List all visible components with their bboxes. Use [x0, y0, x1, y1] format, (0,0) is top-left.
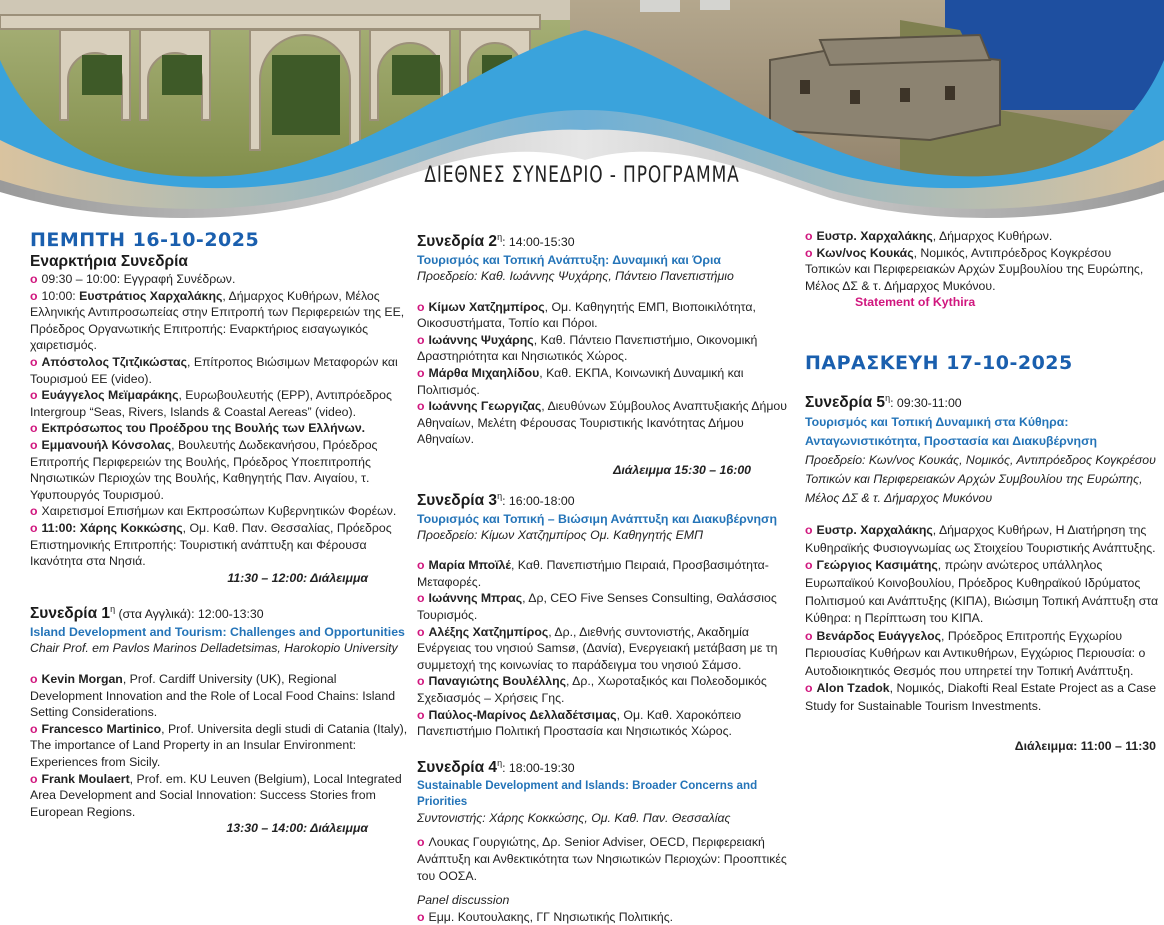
panel-items — [417, 909, 793, 925]
bullet-icon: o — [805, 245, 813, 260]
bullet-icon: o — [417, 558, 425, 573]
bullet-icon: o — [30, 388, 38, 403]
speaker-name: Παύλος-Μαρίνος Δελλαδέτσιμας — [428, 707, 617, 722]
break-label: Διάλειμμα 15:30 – 16:00 — [613, 463, 751, 477]
speaker-item — [30, 271, 408, 288]
speaker-item — [417, 365, 793, 398]
speaker-details: , Νομικός, Αντιπρόεδρος Κογκρέσου Τοπικών και Περιφερειακών Αρχών Συμβουλίου της Ευρώπης, Μέλος ΔΣ & τ. Δήμαρχος Μυκόνου. — [805, 245, 1144, 293]
bullet-icon: o — [805, 681, 813, 696]
bullet-icon: o — [417, 707, 425, 722]
speaker-name: Kevin Morgan — [41, 671, 123, 686]
speaker-item — [417, 557, 793, 590]
speaker-item — [417, 624, 793, 674]
speaker-details: , Δήμαρχος Κυθήρων. — [932, 229, 1053, 243]
speaker-details: , Καθ. ΕΚΠΑ, Κοινωνική Δυναμική και Πολιτισμός. — [417, 366, 744, 397]
session-2-chair: Προεδρείο: Καθ. Ιωάννης Ψυχάρης, Πάντειο Πανεπιστήμιο — [417, 269, 734, 284]
session-2-items — [417, 299, 793, 448]
panel-items-continued — [805, 228, 1160, 294]
speaker-name: Εκπρόσωπος του Προέδρου της Βουλής των Ελλήνων. — [41, 421, 366, 436]
speaker-details: , Βουλευτής Δωδεκανήσου, Πρόεδρος Επιτροπής Περιφερειών της Βουλής, Πρόεδρος Υποεπιτροπής Νησιωτικών Περιοχών της Βουλής, Καθηγητής Παν. Αιγαίου, τ. Υφυπουργός Τουρισμού. — [30, 437, 378, 502]
bullet-icon: o — [30, 721, 38, 736]
bullet-icon: o — [417, 366, 425, 381]
speaker-details: , Επίτροπος Βιώσιμων Μεταφορών και Τουρισμού ΕΕ (video). — [30, 354, 398, 386]
speaker-details: , Διευθύνων Σύμβουλος Αναπτυξιακής Δήμου Αθηναίων, Μελέτη Φέρουσας Τουριστικής Ικανότητας Δήμου Αθηναίων. — [417, 399, 787, 447]
speaker-name: Κων/νος Κουκάς — [816, 245, 914, 260]
session-3-chair: Προεδρείο: Κίμων Χατζημπίρος Ομ. Καθηγητής ΕΜΠ — [417, 527, 704, 542]
bullet-icon: o — [805, 523, 813, 538]
bullet-icon: o — [417, 591, 425, 606]
banner-graphic — [0, 0, 1164, 230]
speaker-details: , Δρ., Διεθνής συντονιστής, Ακαδημία Ενέργειας του νησιού Samsø, (Δανία), Ενεργειακή μετάβαση με τη συμμετοχή της κοινωνίας το παράδειγμα του νησιού Σάμσο. — [417, 624, 778, 672]
opening-items — [30, 271, 408, 570]
speaker-item — [30, 387, 408, 420]
session-2-heading — [417, 228, 793, 252]
bullet-icon: o — [417, 332, 425, 347]
speaker-item — [30, 771, 408, 821]
speaker-name: Κίμων Χατζημπίρος — [428, 299, 545, 314]
speaker-details: , Δήμαρχος Κυθήρων, Μέλος Ελληνικής Αντιπροσωπείας στην Επιτροπή των Περιφερειών της ΕΕ, Πρόεδρος Οργανωτικής Επιτροπής: Εναρκτήριος εισαγωγικός χαιρετισμός. — [30, 288, 405, 353]
bullet-icon: o — [30, 272, 38, 286]
speaker-item — [805, 557, 1160, 627]
column-thursday-afternoon — [417, 228, 793, 925]
speaker-item — [417, 590, 793, 623]
speaker-name: Ιωάννης Ψυχάρης — [428, 332, 534, 347]
session-time: : 16:00-18:00 — [502, 493, 575, 508]
bullet-icon: o — [30, 437, 38, 452]
session-label: Συνεδρία 5 — [805, 394, 886, 412]
session-1-items — [30, 671, 408, 820]
opening-session-heading: Εναρκτήρια Συνεδρία — [30, 253, 188, 270]
session-time: : 09:30-11:00 — [890, 396, 962, 411]
session-time: : 18:00-19:30 — [502, 760, 575, 775]
day-heading-friday: ΠΑΡΑΣΚΕΥΗ 17-10-2025 — [805, 351, 1073, 374]
speaker-item — [417, 707, 793, 740]
column-friday — [805, 228, 1160, 754]
bullet-icon: o — [30, 288, 38, 303]
bullet-icon: o — [805, 558, 813, 573]
program-title: ΔΙΕΘΝΕΣ ΣΥΝΕΔΡΙΟ - ΠΡΟΓΡΑΜΜΑ — [424, 163, 740, 188]
speaker-item — [417, 299, 793, 332]
speaker-name: Frank Moulaert — [41, 771, 130, 786]
speaker-name: Παναγιώτης Βουλέλλης — [428, 674, 566, 689]
bullet-icon: o — [30, 671, 38, 686]
speaker-name: Ιωάννης Μπρας — [428, 591, 523, 606]
session-3-heading — [417, 487, 793, 511]
bullet-icon: o — [417, 909, 425, 924]
speaker-details: Εμμ. Κουτουλακης, ΓΓ Νησιωτικής Πολιτικής. — [428, 909, 674, 924]
break-label: 11:30 – 12:00: Διάλειμμα — [227, 570, 368, 585]
speaker-item — [805, 680, 1160, 715]
session-sup: η — [497, 490, 503, 501]
speaker-details: , Δήμαρχος Κυθήρων, Η Διατήρηση της Κυθηραϊκής Φυσιογνωμίας ως Στοιχείου Τουριστικής Ανάπτυξης. — [805, 523, 1156, 555]
session-2-title: Τουρισμός και Τοπική Ανάπτυξη: Δυναμική και Όρια — [417, 253, 721, 268]
speaker-name: Μάρθα Μιχαηλίδου — [428, 366, 540, 381]
break-label: Διάλειμμα: 11:00 – 11:30 — [1014, 738, 1156, 753]
speaker-name: Γεώργιος Κασιμάτης — [816, 558, 938, 573]
session-4-title: Sustainable Development and Islands: Broader Concerns and Priorities — [417, 778, 758, 808]
session-4-items — [417, 834, 793, 884]
speaker-name: Απόστολος Τζιτζικώστας — [41, 354, 187, 369]
bullet-icon: o — [805, 628, 813, 643]
speaker-name: Alon Tzadok — [816, 681, 890, 696]
panel-discussion-label: Panel discussion — [417, 893, 510, 908]
speaker-name: 11:00: Χάρης Κοκκώσης — [41, 520, 183, 535]
session-5-chair: Προεδρείο: Κων/νος Κουκάς, Νομικός, Αντιπρόεδρος Κογκρέσου Τοπικών και Περιφερειακών Αρχών Συμβουλίου της Ευρώπης, Μέλος ΔΣ & τ. Δήμαρχος Μυκόνου — [805, 453, 1156, 506]
speaker-name: Βενάρδος Ευάγγελος — [816, 628, 942, 643]
speaker-details: , Ομ. Καθ. Χαροκόπειο Πανεπιστήμιο Πολιτική Προστασία και Νησιωτικός Χώρος. — [417, 707, 742, 739]
session-5-heading — [805, 389, 1160, 413]
session-1-chair: Chair Prof. em Pavlos Marinos Delladetsimas, Harokopio University — [30, 641, 398, 656]
bullet-icon: o — [417, 399, 425, 414]
day-heading-thursday: ΠΕΜΠΤΗ 16-10-2025 — [30, 229, 260, 251]
session-label: Συνεδρία 3 — [417, 491, 498, 509]
session-5-items — [805, 522, 1160, 716]
speaker-details: , πρώην ανώτερος υπάλληλος Ευρωπαϊκού Κοινοβουλίου, Πρόεδρος Κυθηραϊκού Ιδρύματος Πολιτισμού και Ανάπτυξης (ΚΙΠΑ), Βιώσιμη Τοπική Ανάπτυξη στα Κύθηρα: η Περίπτωση του ΚΙΠΑ. — [805, 558, 1159, 626]
session-1-heading — [30, 600, 408, 624]
session-5-title: Τουρισμός και Τοπική Δυναμική στα Κύθηρα: Ανταγωνιστικότητα, Προστασία και Διακυβέρνηση — [805, 415, 1097, 449]
session-label: Συνεδρία 1 — [30, 605, 111, 623]
speaker-details: , Καθ. Πάντειο Πανεπιστήμιο, Οικονομική Δραστηριότητα και Νησιωτικός Χώρος. — [417, 332, 758, 364]
speaker-name: Ευστρ. Χαρχαλάκης — [816, 523, 933, 538]
speaker-details: Λουκας Γουργιώτης, Δρ. Senior Adviser, OECD, Περιφερειακή Ανάπτυξη και Ανθεκτικότητα των Νησιωτικών Περιοχών: Προοπτικές του ΟΟΣΑ. — [417, 835, 787, 883]
break-label: 13:30 – 14:00: Διάλειμμα — [226, 821, 368, 836]
speaker-details: , Ομ. Καθηγητής ΕΜΠ, Βιοποικιλότητα, Οικοσυστήματα, Τοπίο και Πόροι. — [417, 299, 756, 331]
speaker-details: , Prof. Cardiff University (UK), Regional Development Innovation and the Role of Local Food Chains: Island Setting Considerations. — [30, 671, 396, 720]
header-banner — [0, 0, 1164, 230]
speaker-details: , Prof. Universita degli studi di Catania (Italy), The importance of Land Property in an Insular Environment: Experiences from Sicily. — [30, 721, 408, 769]
speaker-item — [417, 332, 793, 365]
speaker-item — [30, 420, 408, 437]
session-4-chair: Συντονιστής: Χάρης Κοκκώσης, Ομ. Καθ. Παν. Θεσσαλίας — [417, 810, 731, 825]
speaker-name: Ευστράτιος Χαρχαλάκης — [79, 288, 223, 303]
bullet-icon: o — [30, 771, 38, 786]
speaker-name: Ευάγγελος Μεϊμαράκης — [41, 388, 179, 403]
speaker-details: , Νομικός, Diakofti Real Estate Project as a Case Study for Sustainable Tourism Investments. — [805, 681, 1157, 714]
column-thursday-morning — [30, 228, 408, 837]
speaker-item — [805, 628, 1160, 681]
speaker-item — [30, 721, 408, 771]
speaker-item — [417, 909, 793, 925]
session-sup: η — [110, 604, 116, 615]
speaker-item — [805, 228, 1160, 245]
speaker-details: 09:30 – 10:00: Εγγραφή Συνέδρων. — [41, 272, 236, 286]
speaker-details: , Δρ., Χωροταξικός και Πολεοδομικός Σχεδιασμός – Χρήσεις Γης. — [417, 674, 767, 705]
speaker-name: Εμμανουήλ Κόνσολας — [41, 437, 172, 452]
speaker-item — [30, 520, 408, 570]
speaker-item — [417, 834, 793, 884]
bullet-icon: o — [30, 520, 38, 535]
speaker-name: Francesco Martinico — [41, 721, 162, 736]
speaker-details: , Καθ. Πανεπιστήμιο Πειραιά, Προσβασιμότητα-Μεταφορές. — [417, 558, 769, 589]
session-3-items — [417, 557, 793, 740]
bullet-icon: o — [30, 504, 38, 519]
session-label: Συνεδρία 4 — [417, 758, 498, 776]
speaker-item — [30, 354, 408, 387]
speaker-details: , Ομ. Καθ. Παν. Θεσσαλίας, Πρόεδρος Επιστημονικής Επιτροπής: Τουριστική ανάπτυξη και Φέρουσα Ικανότητα στα Νησιά. — [30, 520, 392, 569]
speaker-details: , Ευρωβουλευτής (EPP), Αντιπρόεδρος Intergroup “Seas, Rivers, Islands & Coastal Aereas” (video). — [30, 388, 392, 419]
bullet-icon: o — [417, 674, 425, 689]
statement-of-kythira: Statement of Kythira — [855, 295, 976, 310]
speaker-item — [30, 288, 408, 354]
speaker-item — [805, 522, 1160, 557]
speaker-item — [30, 671, 408, 721]
speaker-details: , Prof. em. KU Leuven (Belgium), Local Integrated Area Development and Social Innovation: Success Stories from European Regions. — [30, 771, 402, 819]
session-4-heading — [417, 754, 793, 778]
session-time: : 14:00-15:30 — [502, 235, 575, 250]
speaker-item — [805, 245, 1160, 295]
speaker-name: Ευστρ. Χαρχαλάκης — [816, 229, 933, 243]
speaker-details: , Δρ, CEO Five Senses Consulting, Θαλάσσιος Τουρισμός. — [417, 591, 777, 623]
bullet-icon: o — [30, 421, 38, 436]
speaker-name: Ιωάννης Γεωργιζας — [428, 399, 542, 414]
session-time: (στα Αγγλικά): 12:00-13:30 — [115, 607, 264, 622]
bullet-icon: o — [417, 835, 425, 850]
speaker-item — [417, 398, 793, 448]
speaker-item — [30, 503, 408, 520]
session-sup: η — [497, 757, 503, 768]
bullet-icon: o — [417, 299, 425, 314]
speaker-details: Χαιρετισμοί Επισήμων και Εκπροσώπων Κυβερνητικών Φορέων. — [41, 504, 397, 519]
speaker-item — [417, 673, 793, 706]
item-time: 10:00: — [41, 288, 80, 303]
speaker-name: Αλέξης Χατζημπίρος — [428, 624, 549, 639]
speaker-details: , Πρόεδρος Επιτροπής Εγχωρίου Περιουσίας Κυθήρων και Αντικυθήρων, Εγχώριος Περιουσία: ο Αυτοδιοικητικός Θεσμός που υπηρετεί την Τοπική Ανάπτυξη. — [805, 628, 1146, 678]
session-1-title: Island Development and Tourism: Challenges and Opportunities — [30, 625, 405, 640]
bullet-icon: o — [417, 624, 425, 639]
bullet-icon: o — [30, 354, 38, 369]
bullet-icon: o — [805, 229, 813, 243]
session-label: Συνεδρία 2 — [417, 233, 498, 251]
speaker-item — [30, 437, 408, 503]
session-3-title: Τουρισμός και Τοπική – Βιώσιμη Ανάπτυξη και Διακυβέρνηση — [417, 511, 777, 526]
session-sup: η — [497, 232, 503, 242]
session-sup: η — [885, 392, 891, 403]
speaker-name: Μαρία Μποϊλέ — [428, 558, 511, 573]
